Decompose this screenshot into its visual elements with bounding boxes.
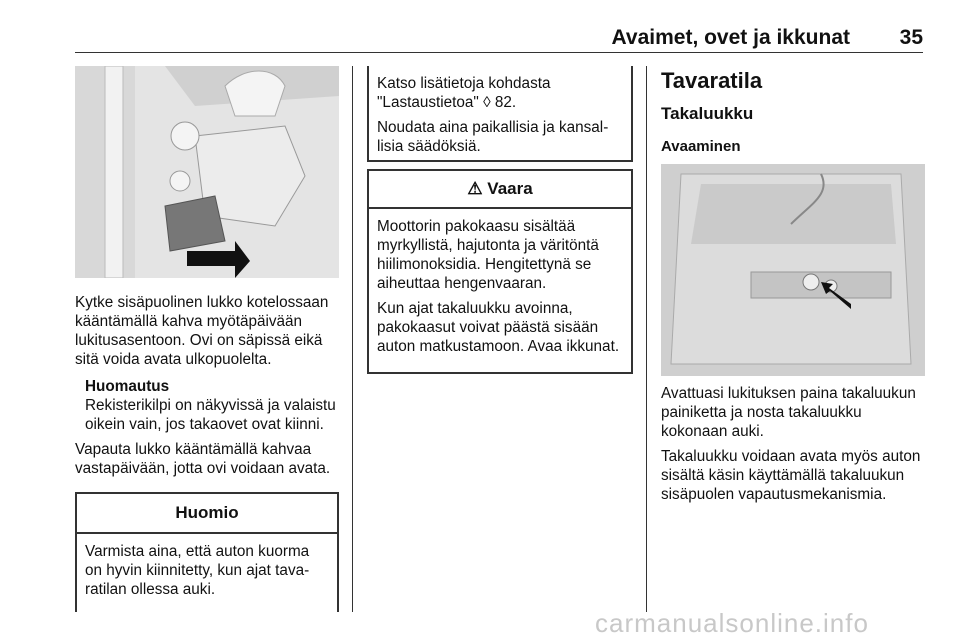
- note-title: Huomautus: [85, 378, 170, 395]
- warning-paragraph-2: Kun ajat takaluukku avoinna, pakokaasut voivat päästä sisään auton matkustamoon. Avaa ikkunat.: [377, 300, 620, 355]
- paragraph-inside-release: Takaluukku voidaan avata myös auton sisältä käsin käyttämällä takaluukun sisäpuolen vapautusmekanismia.: [661, 448, 921, 503]
- info-box: [367, 66, 633, 162]
- caution-box: [75, 492, 339, 612]
- info-regulations: Noudata aina paikallisia ja kansallisia säädöksiä.: [377, 119, 609, 155]
- paragraph-lock-instructions: Kytke sisäpuolinen lukko kotelossaan kääntämällä kahva myötäpäivään lukitusasentoon. Ovi on säpissä eikä sitä voida avata ulkopuolelta.: [75, 294, 329, 368]
- warning-box: [367, 169, 633, 374]
- warning-icon: ⚠: [467, 179, 483, 198]
- subsection-title: Takaluukku: [661, 104, 754, 123]
- caution-title: Huomio: [77, 494, 337, 534]
- caution-text: [77, 534, 337, 613]
- warning-title: Vaara: [487, 179, 533, 198]
- column-divider-right: [646, 66, 647, 612]
- page-number: 35: [899, 26, 923, 49]
- paragraph-open-tailgate: Avattuasi lukituksen paina takaluukun painiketta ja nosta takaluukku kokonaan auki.: [661, 385, 916, 440]
- paragraph-unlock-instructions: Vapauta lukko kääntämällä kahvaa vastapäivään, jotta ovi voidaan avata.: [75, 441, 331, 477]
- header-title: Avaimet, ovet ja ikkunat: [611, 26, 850, 49]
- column-divider-left: [352, 66, 353, 612]
- left-text-block: [75, 293, 345, 478]
- door-lock-illustration: [75, 66, 339, 278]
- header-rule: [75, 52, 923, 53]
- caution-paragraph: Varmista aina, että auton kuorma on hyvin kiinnitetty, kun ajat tavaratilan ollessa auki.: [85, 543, 310, 598]
- section-title: Tavaratila: [661, 68, 763, 93]
- warning-header: [369, 171, 631, 209]
- sub-subsection-title: Avaaminen: [661, 138, 741, 155]
- page-header: [0, 0, 960, 50]
- info-box-body: [369, 66, 631, 170]
- warning-body: [369, 209, 631, 370]
- right-text-block: [661, 384, 931, 504]
- info-reference: Katso lisätietoja kohdasta "Lastaustietoa" ◊ 82.: [377, 75, 551, 111]
- warning-paragraph-1: Moottorin pakokaasu sisältää myrkyllistä, hajutonta ja väritöntä hiilimonoksidia. Hengitettynä se aiheuttaa hengenvaaran.: [377, 218, 599, 292]
- tailgate-illustration: [661, 164, 925, 376]
- watermark: carmanualsonline.info: [595, 608, 869, 638]
- note-text: Rekisterikilpi on näkyvissä ja valaistu oikein vain, jos takaovet ovat kiinni.: [85, 397, 336, 433]
